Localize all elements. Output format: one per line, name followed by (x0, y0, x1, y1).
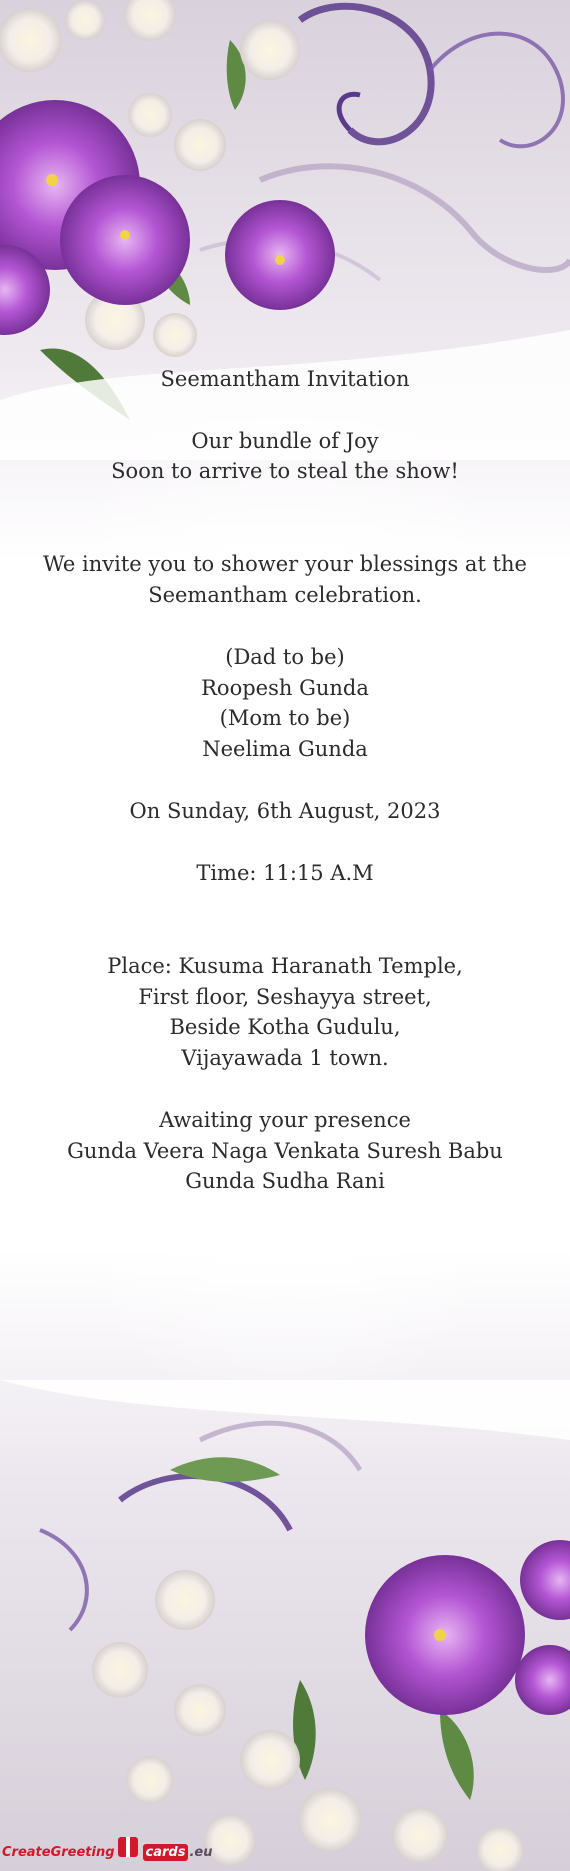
brand-part-2: cards (143, 1844, 189, 1861)
invitation-title: Seemantham Invitation (160, 367, 410, 391)
mom-name: Neelima Gunda (202, 737, 368, 761)
host-line-1: Gunda Veera Naga Venkata Suresh Babu (67, 1139, 503, 1163)
place-line-2: First floor, Seshayya street, (138, 985, 432, 1009)
closing-line: Awaiting your presence (159, 1108, 411, 1132)
event-time: Time: 11:15 A.M (196, 861, 374, 885)
place-line-1: Place: Kusuma Haranath Temple, (107, 954, 463, 978)
gift-icon (118, 1837, 138, 1857)
brand-part-1: CreateGreeting (2, 1844, 115, 1860)
brand-part-3: .eu (189, 1844, 213, 1860)
invite-line-2: Seemantham celebration. (148, 583, 422, 607)
dad-name: Roopesh Gunda (201, 676, 369, 700)
tagline-line-2: Soon to arrive to steal the show! (111, 459, 459, 483)
mom-label: (Mom to be) (219, 706, 351, 730)
host-line-2: Gunda Sudha Rani (185, 1169, 385, 1193)
place-line-4: Vijayawada 1 town. (181, 1046, 389, 1070)
event-date: On Sunday, 6th August, 2023 (129, 799, 441, 823)
floral-decoration-bottom (0, 1380, 570, 1871)
brand-watermark-link[interactable] (2, 1836, 212, 1868)
place-line-3: Beside Kotha Gudulu, (169, 1015, 401, 1039)
invite-line-1: We invite you to shower your blessings at the (43, 552, 527, 576)
dad-label: (Dad to be) (225, 645, 345, 669)
tagline-line-1: Our bundle of Joy (191, 429, 379, 453)
